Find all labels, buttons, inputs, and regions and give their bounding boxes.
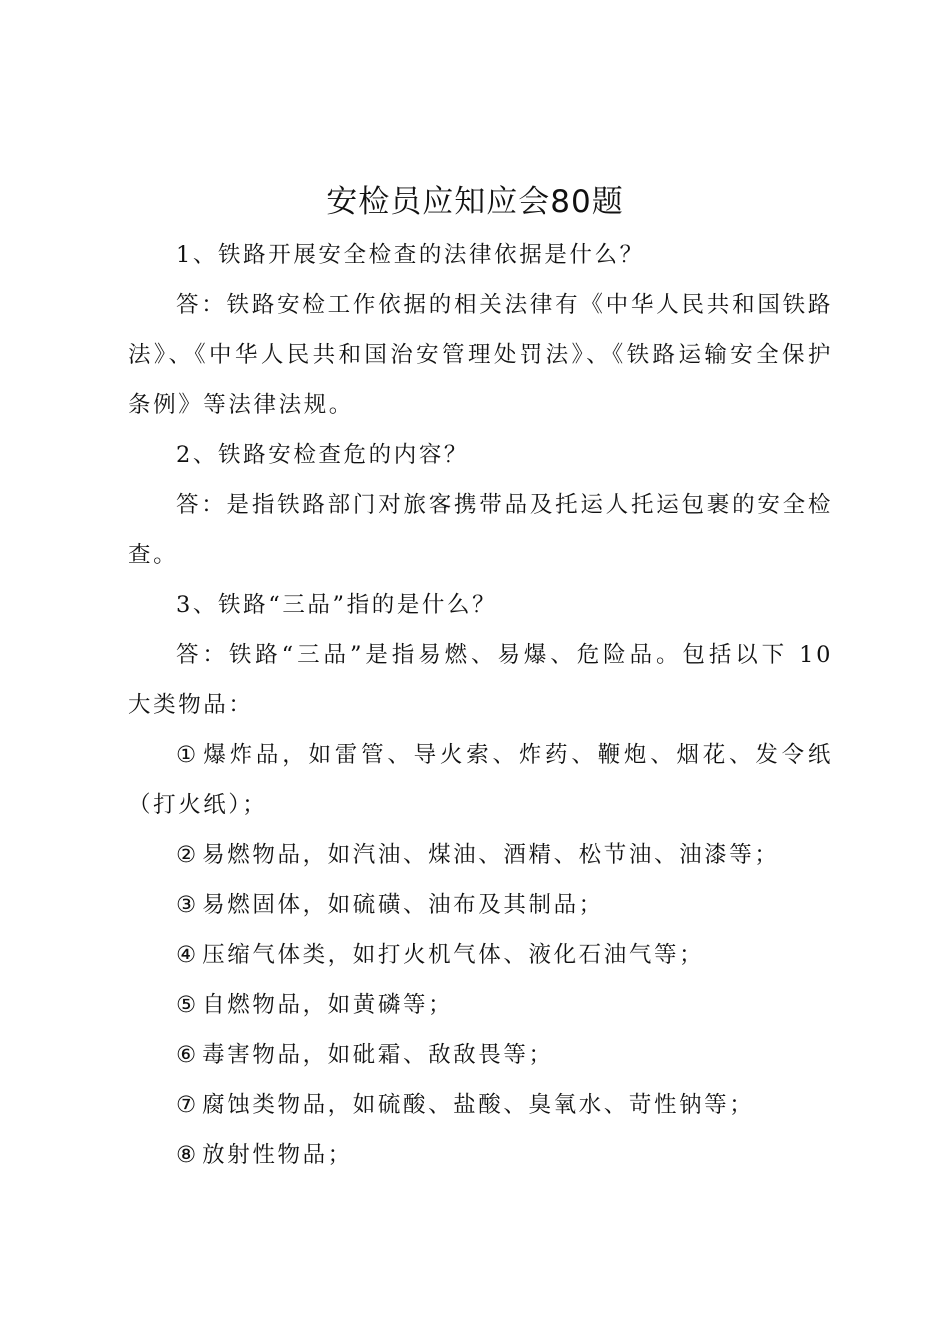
item-number: ⑧ (176, 1142, 197, 1168)
item-text: 放射性物品； (202, 1142, 353, 1168)
item-text: 易燃固体，如硫磺、油布及其制品； (202, 892, 604, 918)
answer-1: 答：铁路安检工作依据的相关法律有《中华人民共和国铁路法》、《中华人民共和国治安管理处罚法》、《铁路运输安全保护条例》等法律法规。 (128, 292, 833, 418)
list-item (128, 1130, 833, 1180)
item-text: 压缩气体类，如打火机气体、液化石油气等； (202, 942, 705, 968)
question-1: 1、铁路开展安全检查的法律依据是什么？ (176, 242, 645, 268)
list-item (128, 880, 833, 930)
document-title: 安检员应知应会80题 (326, 184, 624, 220)
item-number: ④ (176, 942, 197, 968)
answer-2: 答：是指铁路部门对旅客携带品及托运人托运包裹的安全检查。 (128, 492, 833, 568)
answer-3: 答：铁路“三品”是指易燃、易爆、危险品。包括以下 10 大类物品： (128, 642, 833, 718)
item-text: 自燃物品，如黄磷等； (202, 992, 454, 1018)
question-2: 2、铁路安检查危的内容？ (176, 442, 470, 468)
item-number: ⑥ (176, 1042, 197, 1068)
list-item (128, 830, 833, 880)
item-number: ③ (176, 892, 197, 918)
item-number: ⑦ (176, 1092, 197, 1118)
list-item (128, 980, 833, 1030)
item-text: 腐蚀类物品，如硫酸、盐酸、臭氧水、苛性钠等； (202, 1092, 755, 1118)
list-item (128, 930, 833, 980)
document-body (128, 230, 833, 1180)
item-number: ① (176, 742, 198, 768)
item-number: ② (176, 842, 197, 868)
list-item (128, 1080, 833, 1130)
list-item (128, 1030, 833, 1080)
item-text: 爆炸品，如雷管、导火索、炸药、鞭炮、烟花、发令纸（打火纸）； (128, 742, 833, 818)
item-text: 毒害物品，如砒霜、敌敌畏等； (202, 1042, 554, 1068)
list-item (128, 730, 833, 830)
item-number: ⑤ (176, 992, 197, 1018)
question-3: 3、铁路“三品”指的是什么？ (176, 592, 498, 618)
item-text: 易燃物品，如汽油、煤油、酒精、松节油、油漆等； (202, 842, 780, 868)
